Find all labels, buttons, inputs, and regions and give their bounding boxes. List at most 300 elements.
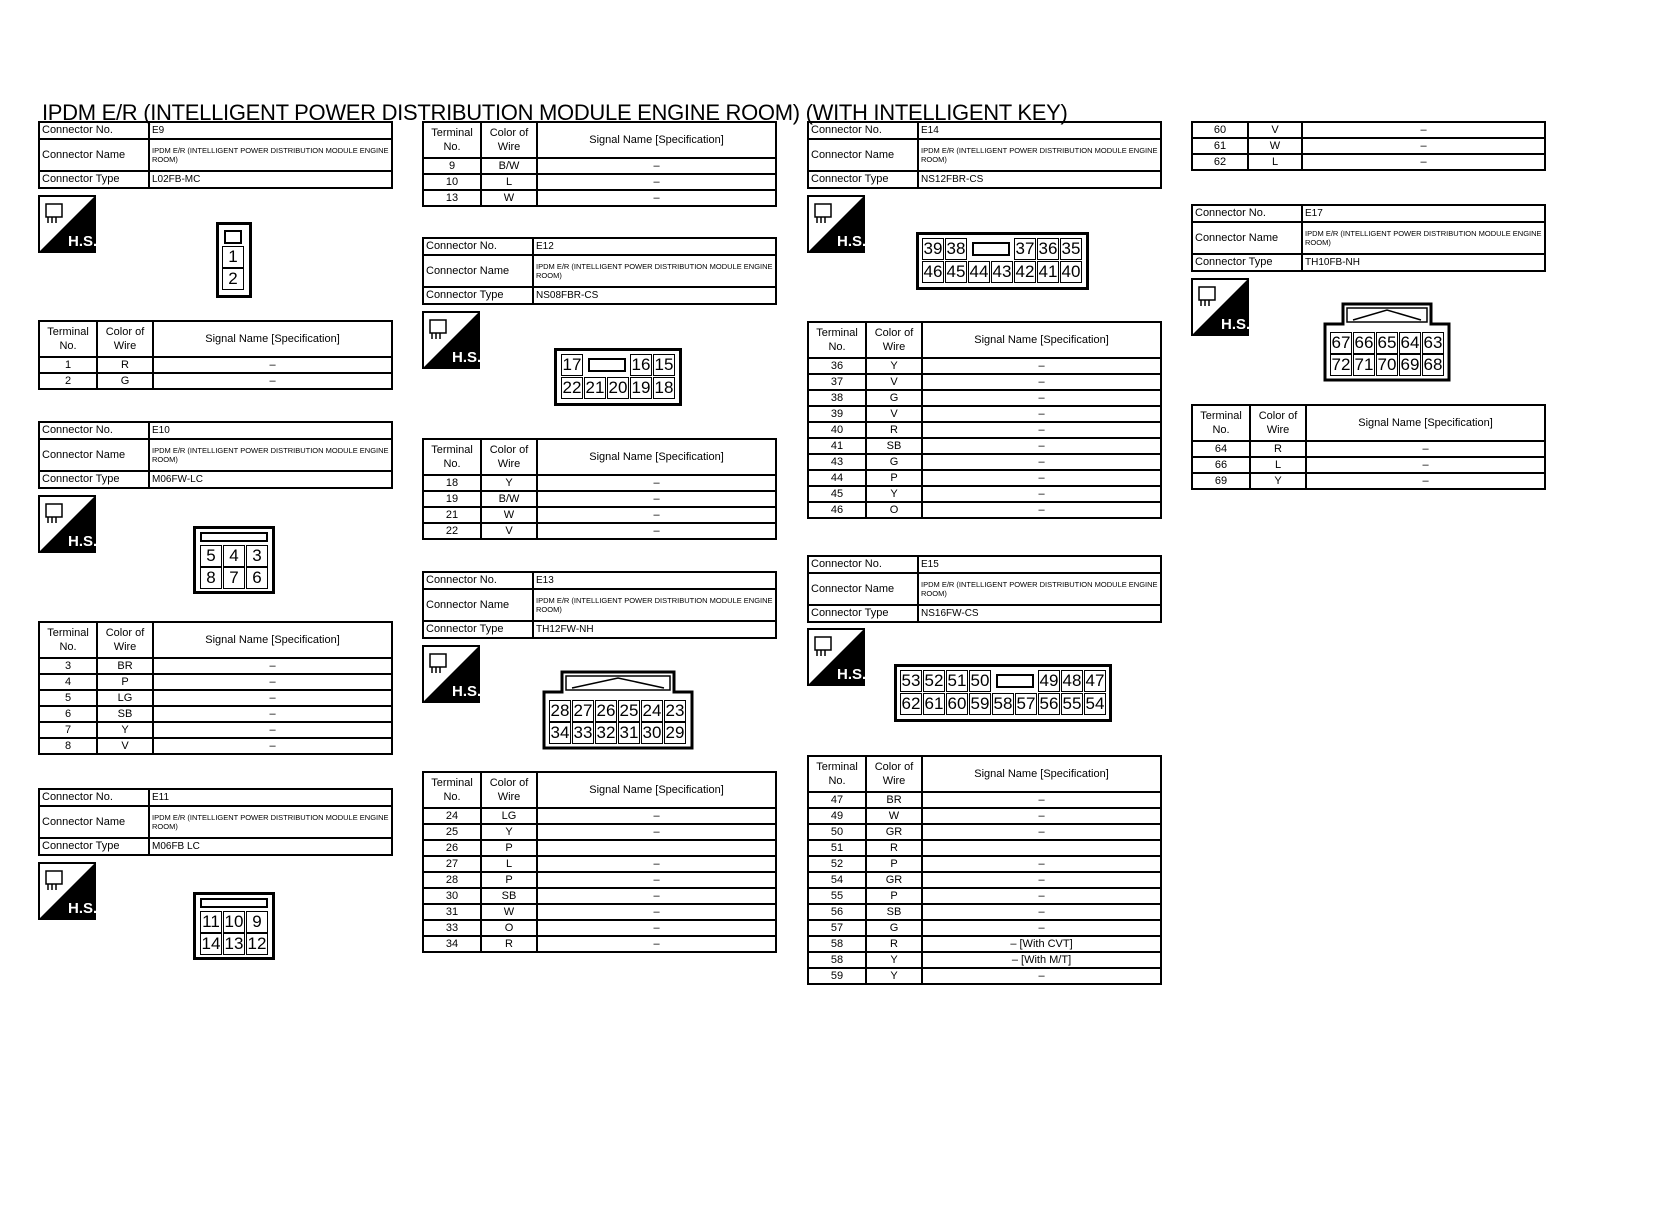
cell: GR — [866, 824, 922, 840]
connector-name: IPDM E/R (INTELLIGENT POWER DISTRIBUTION MODULE ENGINE ROOM) — [149, 139, 392, 171]
pin-label: 37 — [1015, 239, 1035, 258]
signal-header: Signal Name [Specification] — [922, 756, 1161, 792]
cell: R — [866, 936, 922, 952]
cell: – [With CVT] — [922, 936, 1161, 952]
label: Connector Type — [39, 471, 149, 488]
cell: 59 — [808, 968, 866, 984]
cell: – — [153, 674, 392, 690]
terminal-header: Terminal No. — [1192, 405, 1250, 441]
harness-side-icon — [807, 628, 865, 686]
cell: 50 — [808, 824, 866, 840]
table-row — [423, 936, 776, 952]
cell: L — [481, 856, 537, 872]
cell: 54 — [808, 872, 866, 888]
terminal-header: Terminal No. — [808, 322, 866, 358]
cell: 10 — [423, 174, 481, 190]
label: Connector Name — [1192, 222, 1302, 254]
label: Connector Name — [39, 139, 149, 171]
terminal-table-e15 — [807, 755, 1162, 985]
cell: – — [537, 904, 776, 920]
cell: L — [1250, 457, 1306, 473]
cell: – — [537, 475, 776, 491]
pin-label: 61 — [924, 694, 944, 713]
connector-no: E13 — [533, 572, 776, 589]
terminal-table-e14 — [807, 321, 1162, 519]
terminal-table-e11 — [422, 121, 777, 207]
connector-no: E9 — [149, 122, 392, 139]
svg-text:H.S.: H.S. — [452, 683, 480, 700]
page-title: IPDM E/R (INTELLIGENT POWER DISTRIBUTION MODULE ENGINE ROOM) (WITH INTELLIGENT KEY) — [42, 100, 1068, 125]
table-row — [39, 690, 392, 706]
connector-lock — [200, 532, 268, 542]
table-row — [1192, 473, 1545, 489]
terminal-table-e15-continued — [1191, 121, 1546, 171]
cell: P — [481, 840, 537, 856]
cell: B/W — [481, 491, 537, 507]
connector-name: IPDM E/R (INTELLIGENT POWER DISTRIBUTION MODULE ENGINE ROOM) — [533, 255, 776, 287]
terminal-header: Terminal No. — [423, 439, 481, 475]
cell: L — [481, 174, 537, 190]
table-row — [808, 454, 1161, 470]
cell: 24 — [423, 808, 481, 824]
connector-type: TH10FB-NH — [1302, 254, 1545, 271]
pin-label: 21 — [585, 378, 605, 397]
pin-label: 63 — [1423, 333, 1443, 352]
pin-label: 25 — [619, 701, 639, 720]
cell: Y — [97, 722, 153, 738]
table-row — [423, 888, 776, 904]
cell — [537, 840, 776, 856]
color-header: Color of Wire — [481, 439, 537, 475]
cell: BR — [97, 658, 153, 674]
connector-type: TH12FW-NH — [533, 621, 776, 638]
cell: – — [1302, 138, 1545, 154]
cell: – — [153, 357, 392, 373]
pin-label: 72 — [1331, 355, 1351, 374]
connector-info-e13 — [422, 571, 777, 639]
cell: 13 — [423, 190, 481, 206]
terminal-table-e10 — [38, 621, 393, 755]
connector-lock — [588, 358, 626, 372]
cell: W — [866, 808, 922, 824]
cell: – — [1306, 473, 1545, 489]
label: Connector Type — [39, 171, 149, 188]
terminal-table-e17 — [1191, 404, 1546, 490]
cell: 52 — [808, 856, 866, 872]
table-row — [423, 808, 776, 824]
cell: P — [481, 872, 537, 888]
label: Connector Type — [423, 287, 533, 304]
cell: L — [1248, 154, 1302, 170]
table-row — [808, 792, 1161, 808]
connector-type: L02FB-MC — [149, 171, 392, 188]
cell: – — [1302, 154, 1545, 170]
signal-header: Signal Name [Specification] — [1306, 405, 1545, 441]
table-row — [808, 374, 1161, 390]
terminal-table-e12 — [422, 438, 777, 540]
cell: 28 — [423, 872, 481, 888]
connector-no: E11 — [149, 789, 392, 806]
terminal-header: Terminal No. — [808, 756, 866, 792]
connector-lock — [200, 898, 268, 908]
table-row — [423, 491, 776, 507]
table-row — [808, 968, 1161, 984]
pin-label: 18 — [654, 378, 674, 397]
cell: 1 — [39, 357, 97, 373]
svg-text:H.S.: H.S. — [68, 900, 96, 917]
pin-label: 68 — [1423, 355, 1443, 374]
pin-label: 31 — [619, 723, 639, 742]
table-row — [808, 470, 1161, 486]
pin-label: 45 — [946, 262, 966, 281]
label: Connector Type — [423, 621, 533, 638]
cell: W — [481, 190, 537, 206]
label: Connector Type — [39, 838, 149, 855]
cell: V — [1248, 122, 1302, 138]
pin-label: 71 — [1354, 355, 1374, 374]
pin-label: 58 — [993, 694, 1013, 713]
connector-type: M06FB LC — [149, 838, 392, 855]
cell: 56 — [808, 904, 866, 920]
cell: 47 — [808, 792, 866, 808]
harness-side-icon — [1191, 278, 1249, 336]
cell: SB — [481, 888, 537, 904]
table-row — [39, 706, 392, 722]
terminal-header: Terminal No. — [39, 321, 97, 357]
cell: 36 — [808, 358, 866, 374]
connector-info-e17 — [1191, 204, 1546, 272]
signal-header: Signal Name [Specification] — [537, 122, 776, 158]
pin-label: 52 — [924, 671, 944, 690]
cell: – — [922, 792, 1161, 808]
color-header: Color of Wire — [1250, 405, 1306, 441]
cell: 69 — [1192, 473, 1250, 489]
connector-info-e11 — [38, 788, 393, 856]
cell: 43 — [808, 454, 866, 470]
pin-label: 33 — [573, 723, 593, 742]
label: Connector Name — [39, 806, 149, 838]
cell: – — [537, 523, 776, 539]
cell: 34 — [423, 936, 481, 952]
cell: 18 — [423, 475, 481, 491]
table-row — [808, 920, 1161, 936]
table-row — [423, 475, 776, 491]
connector-type: M06FW-LC — [149, 471, 392, 488]
cell: – — [537, 920, 776, 936]
pin-label: 51 — [947, 671, 967, 690]
pin-label: 41 — [1038, 262, 1058, 281]
pin-label: 62 — [901, 694, 921, 713]
cell: 27 — [423, 856, 481, 872]
cell: 61 — [1192, 138, 1248, 154]
harness-side-icon — [38, 495, 96, 553]
cell: – — [922, 808, 1161, 824]
signal-header: Signal Name [Specification] — [537, 439, 776, 475]
pin-label: 23 — [665, 701, 685, 720]
connector-lock — [996, 674, 1034, 688]
table-row — [39, 357, 392, 373]
pin-label: 10 — [224, 912, 244, 931]
cell: – — [537, 824, 776, 840]
table-row — [423, 174, 776, 190]
cell: – — [922, 390, 1161, 406]
color-header: Color of Wire — [481, 122, 537, 158]
color-header: Color of Wire — [481, 772, 537, 808]
cell: 21 — [423, 507, 481, 523]
pin-label: 17 — [562, 355, 582, 374]
label: Connector No. — [423, 238, 533, 255]
cell: Y — [1250, 473, 1306, 489]
pin-label: 19 — [631, 378, 651, 397]
signal-header: Signal Name [Specification] — [537, 772, 776, 808]
label: Connector Type — [1192, 254, 1302, 271]
table-row — [1192, 154, 1545, 170]
table-row — [423, 523, 776, 539]
pin-label: 29 — [665, 723, 685, 742]
pin-label: 47 — [1085, 671, 1105, 690]
pin-label: 54 — [1085, 694, 1105, 713]
table-row — [39, 722, 392, 738]
harness-side-icon — [422, 645, 480, 703]
cell: – — [153, 722, 392, 738]
cell: 38 — [808, 390, 866, 406]
pin-label: 56 — [1039, 694, 1059, 713]
cell: 51 — [808, 840, 866, 856]
table-row — [423, 507, 776, 523]
connector-type: NS12FBR-CS — [918, 171, 1161, 188]
table-row — [808, 438, 1161, 454]
table-row — [1192, 122, 1545, 138]
svg-text:H.S.: H.S. — [68, 233, 96, 250]
terminal-header: Terminal No. — [423, 772, 481, 808]
table-row — [808, 502, 1161, 518]
pin-label: 6 — [246, 567, 268, 589]
connector-type: NS08FBR-CS — [533, 287, 776, 304]
connector-info-e15 — [807, 555, 1162, 623]
pin-label: 57 — [1016, 694, 1036, 713]
pin-label: 11 — [200, 911, 222, 933]
table-row — [423, 840, 776, 856]
pin-label: 3 — [246, 545, 268, 567]
connector-type: NS16FW-CS — [918, 605, 1161, 622]
cell: 55 — [808, 888, 866, 904]
cell: 37 — [808, 374, 866, 390]
cell: BR — [866, 792, 922, 808]
pin-label: 46 — [923, 262, 943, 281]
pin-label: 13 — [224, 934, 244, 953]
cell: 44 — [808, 470, 866, 486]
pin-label: 2 — [222, 268, 244, 290]
cell: Y — [481, 475, 537, 491]
table-row — [808, 888, 1161, 904]
cell: 49 — [808, 808, 866, 824]
cell: 58 — [808, 952, 866, 968]
cell: Y — [866, 358, 922, 374]
cell: 4 — [39, 674, 97, 690]
terminal-header: Terminal No. — [423, 122, 481, 158]
pin-label: 39 — [923, 239, 943, 258]
pin-label: 59 — [970, 694, 990, 713]
cell: Y — [481, 824, 537, 840]
connector-no: E12 — [533, 238, 776, 255]
cell: – — [537, 872, 776, 888]
cell: G — [866, 454, 922, 470]
connector-no: E17 — [1302, 205, 1545, 222]
cell: 7 — [39, 722, 97, 738]
pin-label: 67 — [1331, 333, 1351, 352]
cell: SB — [866, 904, 922, 920]
pin-label: 49 — [1039, 671, 1059, 690]
label: Connector No. — [39, 422, 149, 439]
pin-label: 4 — [223, 545, 245, 567]
cell: P — [97, 674, 153, 690]
pin-label: 53 — [901, 671, 921, 690]
terminal-table-e9 — [38, 320, 393, 390]
pin-label: 48 — [1062, 671, 1082, 690]
pin-label: 55 — [1062, 694, 1082, 713]
pin-label: 43 — [992, 262, 1012, 281]
pin-label: 24 — [642, 701, 662, 720]
cell: G — [866, 390, 922, 406]
color-header: Color of Wire — [866, 322, 922, 358]
cell: R — [866, 422, 922, 438]
pin-label: 50 — [970, 671, 990, 690]
label: Connector Name — [808, 573, 918, 605]
pin-label: 38 — [946, 239, 966, 258]
pin-label: 1 — [222, 246, 244, 268]
table-row — [808, 856, 1161, 872]
pin-label: 12 — [247, 934, 267, 953]
table-row — [423, 158, 776, 174]
cell: – — [922, 438, 1161, 454]
cell: B/W — [481, 158, 537, 174]
cell: 57 — [808, 920, 866, 936]
color-header: Color of Wire — [866, 756, 922, 792]
cell: SB — [97, 706, 153, 722]
pin-label: 16 — [631, 355, 651, 374]
table-row — [808, 390, 1161, 406]
pin-label: 15 — [654, 355, 674, 374]
cell: – — [1306, 441, 1545, 457]
cell: 9 — [423, 158, 481, 174]
table-row — [808, 406, 1161, 422]
cell: W — [481, 904, 537, 920]
color-header: Color of Wire — [97, 321, 153, 357]
harness-side-icon — [38, 862, 96, 920]
connector-no: E10 — [149, 422, 392, 439]
cell: Y — [866, 968, 922, 984]
label: Connector No. — [423, 572, 533, 589]
table-row — [423, 856, 776, 872]
cell: 60 — [1192, 122, 1248, 138]
table-row — [1192, 457, 1545, 473]
harness-side-icon — [38, 195, 96, 253]
pin-label: 36 — [1038, 239, 1058, 258]
table-row — [808, 904, 1161, 920]
pin-label: 7 — [223, 567, 245, 589]
cell: 31 — [423, 904, 481, 920]
cell: 66 — [1192, 457, 1250, 473]
cell: – — [922, 904, 1161, 920]
cell: 46 — [808, 502, 866, 518]
pin-label: 70 — [1377, 355, 1397, 374]
cell: – — [153, 738, 392, 754]
cell: – — [922, 454, 1161, 470]
table-row — [423, 904, 776, 920]
cell: G — [97, 373, 153, 389]
cell: 62 — [1192, 154, 1248, 170]
pin-label: 32 — [596, 723, 616, 742]
cell: 25 — [423, 824, 481, 840]
cell: 19 — [423, 491, 481, 507]
cell: – [With M/T] — [922, 952, 1161, 968]
pin-label: 60 — [947, 694, 967, 713]
cell: P — [866, 888, 922, 904]
connector-no: E14 — [918, 122, 1161, 139]
cell: 6 — [39, 706, 97, 722]
pin-label: 22 — [562, 378, 582, 397]
pin-label: 5 — [200, 545, 222, 567]
label: Connector No. — [39, 122, 149, 139]
table-row — [39, 738, 392, 754]
pin-label: 44 — [969, 262, 989, 281]
label: Connector Type — [808, 605, 918, 622]
cell: R — [481, 936, 537, 952]
pin-label: 27 — [573, 701, 593, 720]
cell: 41 — [808, 438, 866, 454]
label: Connector No. — [39, 789, 149, 806]
pin-label: 8 — [200, 567, 222, 589]
cell: 5 — [39, 690, 97, 706]
cell: – — [153, 658, 392, 674]
cell: – — [537, 808, 776, 824]
cell: – — [922, 888, 1161, 904]
cell: LG — [481, 808, 537, 824]
cell: 33 — [423, 920, 481, 936]
pin-label: 30 — [642, 723, 662, 742]
cell: – — [922, 486, 1161, 502]
connector-name: IPDM E/R (INTELLIGENT POWER DISTRIBUTION MODULE ENGINE ROOM) — [149, 806, 392, 838]
cell: – — [922, 920, 1161, 936]
table-row — [808, 422, 1161, 438]
table-row — [423, 920, 776, 936]
cell: – — [1302, 122, 1545, 138]
cell: R — [1250, 441, 1306, 457]
svg-text:H.S.: H.S. — [1221, 316, 1249, 333]
cell: – — [153, 690, 392, 706]
table-row — [423, 872, 776, 888]
cell: – — [922, 502, 1161, 518]
table-row — [39, 373, 392, 389]
cell: – — [153, 373, 392, 389]
pin-label: 14 — [201, 934, 221, 953]
cell: R — [97, 357, 153, 373]
cell: P — [866, 470, 922, 486]
cell: – — [922, 872, 1161, 888]
cell: 30 — [423, 888, 481, 904]
pin-label: 26 — [596, 701, 616, 720]
cell: V — [866, 406, 922, 422]
pin-label: 20 — [608, 378, 628, 397]
connector-name: IPDM E/R (INTELLIGENT POWER DISTRIBUTION MODULE ENGINE ROOM) — [918, 139, 1161, 171]
cell: 8 — [39, 738, 97, 754]
connector-info-e12 — [422, 237, 777, 305]
table-row — [808, 840, 1161, 856]
table-row — [39, 674, 392, 690]
table-row — [808, 486, 1161, 502]
cell: 64 — [1192, 441, 1250, 457]
label: Connector No. — [808, 556, 918, 573]
